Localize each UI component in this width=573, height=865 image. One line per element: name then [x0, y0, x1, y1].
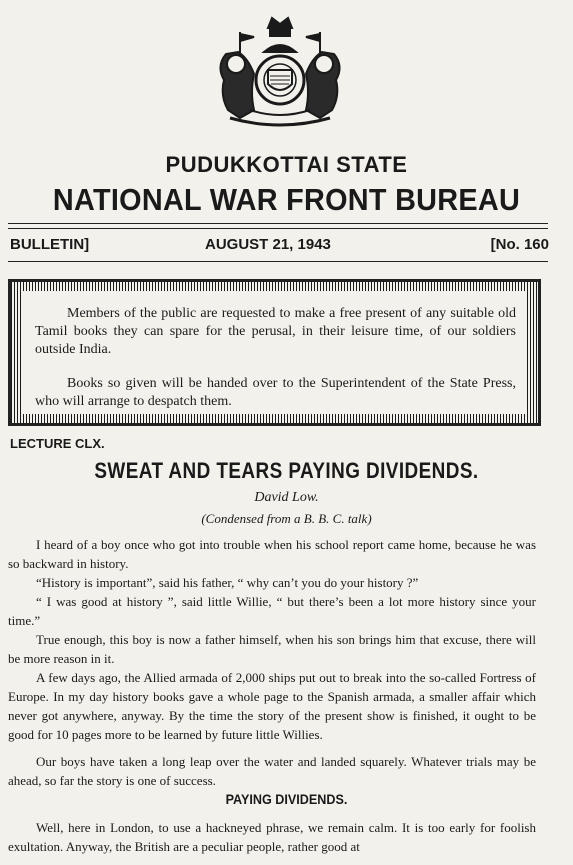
body-paragraph: A few days ago, the Allied armada of 2,000 ships put out to break into the so-called Fortress of Europe. In my day history books gave a whole page to the Spanish armada, a smaller affair which never got anywhere, anyway. By the time the story of the present show is finished, it ought to be good for 10 pages more to be learned by future little Willies. [8, 670, 536, 742]
section-heading: PAYING DIVIDENDS. [225, 791, 348, 807]
bureau-name: NATIONAL WAR FRONT BUREAU [52, 182, 521, 217]
body-paragraph: Our boys have taken a long leap over the water and landed squarely. Whatever trials may be ahead, so far the story is one of success. [8, 754, 536, 788]
header-rule-top-thin [8, 228, 548, 229]
notice-paragraph: Books so given will be handed over to the Superintendent of the State Press, who will arrange to despatch them. [35, 376, 516, 409]
body-paragraph: “History is important”, said his father, “ why can’t you do your history ?” [36, 575, 419, 590]
lecture-number: LECTURE CLX. [10, 436, 105, 451]
notice-paragraph: Members of the public are requested to make a free present of any suitable old Tamil books they can spare for the perusal, in their leisure time, of our soldiers outside India. [35, 306, 516, 357]
lecture-author: David Low. [254, 490, 319, 505]
bulletin-label: BULLETIN] [10, 236, 90, 253]
body-paragraph: True enough, this boy is now a father himself, when his son brings him that excuse, there will be more reason in it. [8, 632, 536, 666]
header-rule-top [8, 223, 548, 224]
lecture-title: SWEAT AND TEARS PAYING DIVIDENDS. [94, 458, 479, 483]
bulletin-number: [No. 160 [490, 236, 549, 253]
state-emblem [210, 14, 350, 132]
lecture-source: (Condensed from a B. B. C. talk) [201, 511, 372, 526]
bulletin-date: AUGUST 21, 1943 [205, 236, 331, 253]
body-paragraph: I heard of a boy once who got into trouble when his school report came home, because he was so backward in history. [8, 537, 536, 571]
header-rule-bottom [8, 261, 548, 262]
state-name: PUDUKKOTTAI STATE [165, 152, 408, 177]
notice-content [22, 291, 527, 414]
body-paragraph: Well, here in London, to use a hackneyed phrase, we remain calm. It is too early for foolish exultation. Anyway, the British are a peculiar people, rather good at [8, 820, 536, 854]
body-paragraph: “ I was good at history ”, said little Willie, “ but there’s been a lot more history since your time.” [8, 594, 536, 628]
notice-box [8, 279, 541, 426]
